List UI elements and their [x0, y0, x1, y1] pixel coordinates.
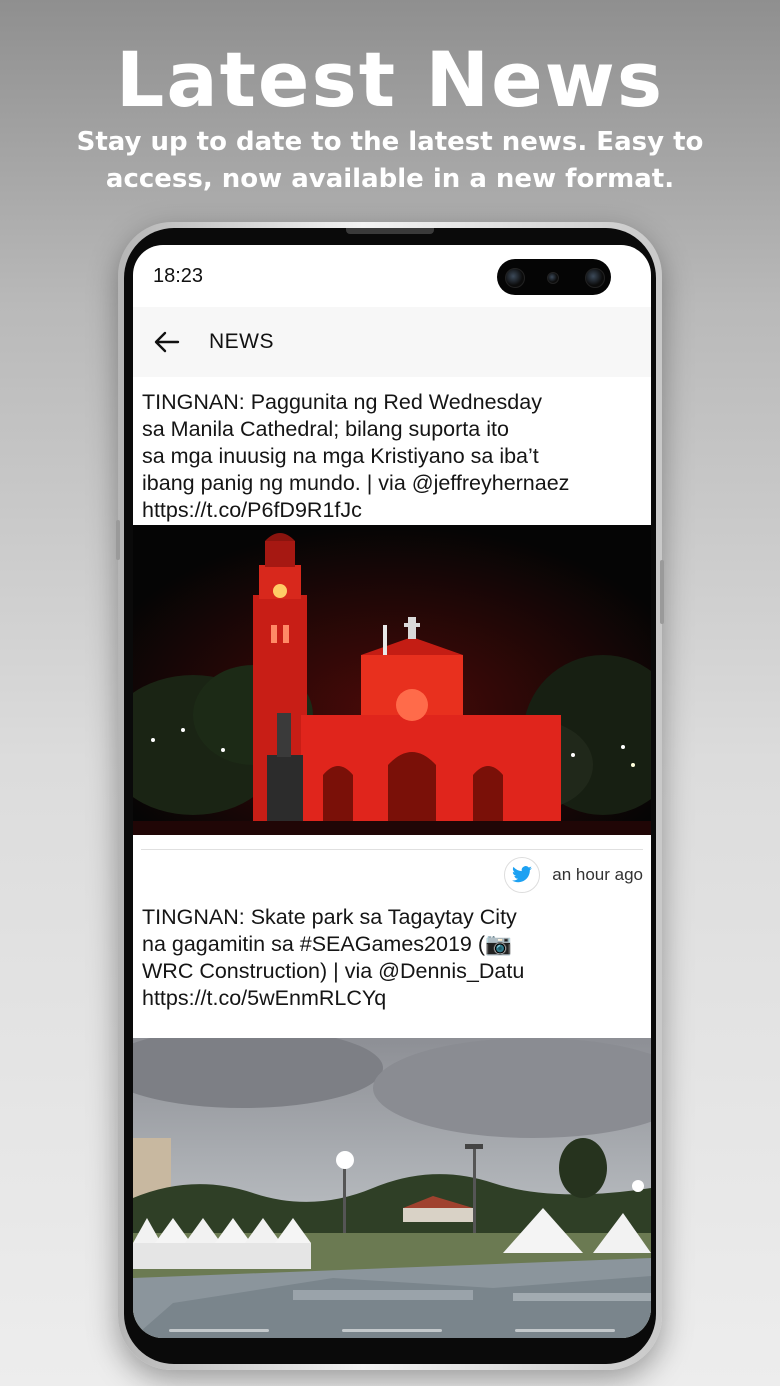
twitter-bird-icon [504, 857, 540, 893]
camera-lens-icon [547, 272, 559, 284]
news-post[interactable] [133, 850, 651, 1338]
post-text: TINGNAN: Skate park sa Tagaytay City na gagamitin sa #SEAGames2019 (📷 WRC Construction) | via @Dennis_Datu https://t.co/5wEnmRLCYq [142, 905, 525, 1010]
app-bar [133, 307, 651, 377]
post-image-cathedral[interactable] [133, 525, 651, 835]
news-post[interactable] [133, 377, 651, 835]
promo-title: Latest News [115, 35, 665, 124]
camera-lens-icon [585, 268, 605, 288]
post-image-skatepark[interactable] [133, 1038, 651, 1338]
camera-cutout [497, 259, 611, 295]
status-time: 18:23 [153, 265, 204, 287]
nav-hint [169, 1329, 269, 1332]
app-bar-title: NEWS [209, 330, 274, 353]
post-timestamp: an hour ago [552, 865, 643, 884]
back-arrow-icon[interactable] [143, 318, 191, 366]
post-meta [133, 850, 651, 900]
news-feed[interactable] [133, 377, 651, 1338]
nav-hints [133, 1329, 651, 1332]
post-text: TINGNAN: Paggunita ng Red Wednesday sa Manila Cathedral; bilang suporta ito sa mga inuusig na mga Kristiyano sa iba’t ibang panig ng mundo. | via @jeffreyhernaez https://t.co/P6fD9R1fJc [142, 390, 570, 522]
promo-subtitle: Stay up to date to the latest news. Easy to access, now available in a new format. [76, 127, 704, 194]
nav-hint [342, 1329, 442, 1332]
earpiece [346, 228, 434, 234]
phone-screen [133, 245, 651, 1338]
phone-side-button [660, 560, 664, 624]
phone-side-button [116, 520, 120, 560]
nav-hint [515, 1329, 615, 1332]
camera-lens-icon [505, 268, 525, 288]
